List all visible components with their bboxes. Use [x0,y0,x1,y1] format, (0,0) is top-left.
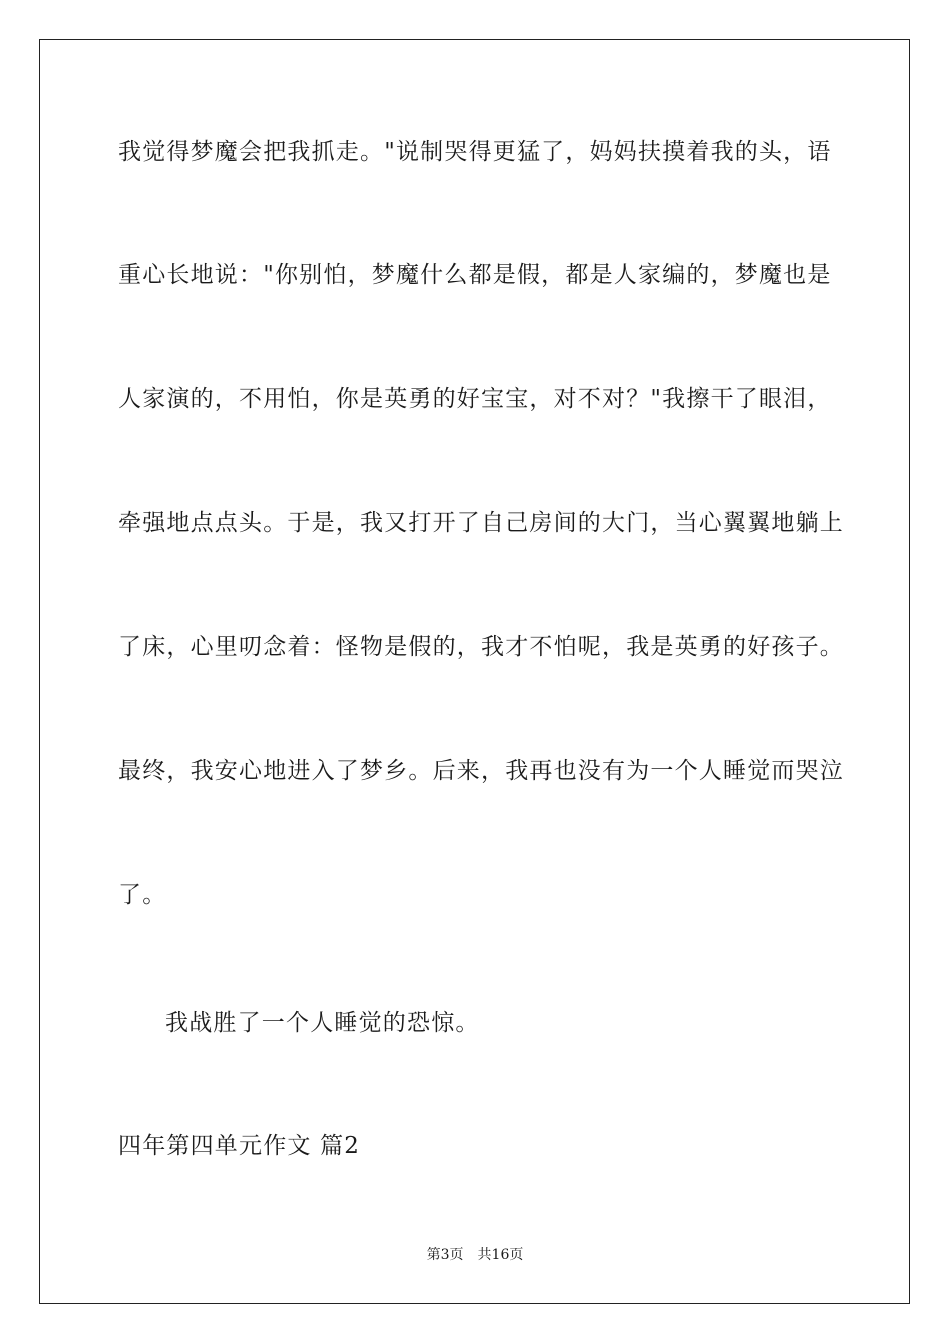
paragraph-line-4: 牵强地点点头。于是，我又打开了自己房间的大门，当心翼翼地躺上 [118,510,844,536]
closing-line: 我战胜了一个人睡觉的恐惊。 [165,1010,480,1036]
paragraph-line-3: 人家演的，不用怕，你是英勇的好宝宝，对不对？"我擦干了眼泪， [118,386,832,412]
section-heading: 四年第四单元作文 篇2 [118,1133,361,1159]
paragraph-line-1: 我觉得梦魔会把我抓走。"说制哭得更猛了，妈妈扶摸着我的头，语 [118,139,832,165]
paragraph-line-6: 最终，我安心地进入了梦乡。后来，我再也没有为一个人睡觉而哭泣 [118,758,844,784]
paragraph-line-7: 了。 [118,882,167,908]
total-pages-label: 共16页 [477,1247,524,1263]
page-footer [0,1246,950,1264]
page-number-label: 第3页 [426,1247,464,1263]
page-border [39,39,910,1304]
paragraph-line-5: 了床，心里叨念着：怪物是假的，我才不怕呢，我是英勇的好孩子。 [118,634,844,660]
paragraph-line-2: 重心长地说："你别怕，梦魔什么都是假，都是人家编的，梦魔也是 [118,262,832,288]
